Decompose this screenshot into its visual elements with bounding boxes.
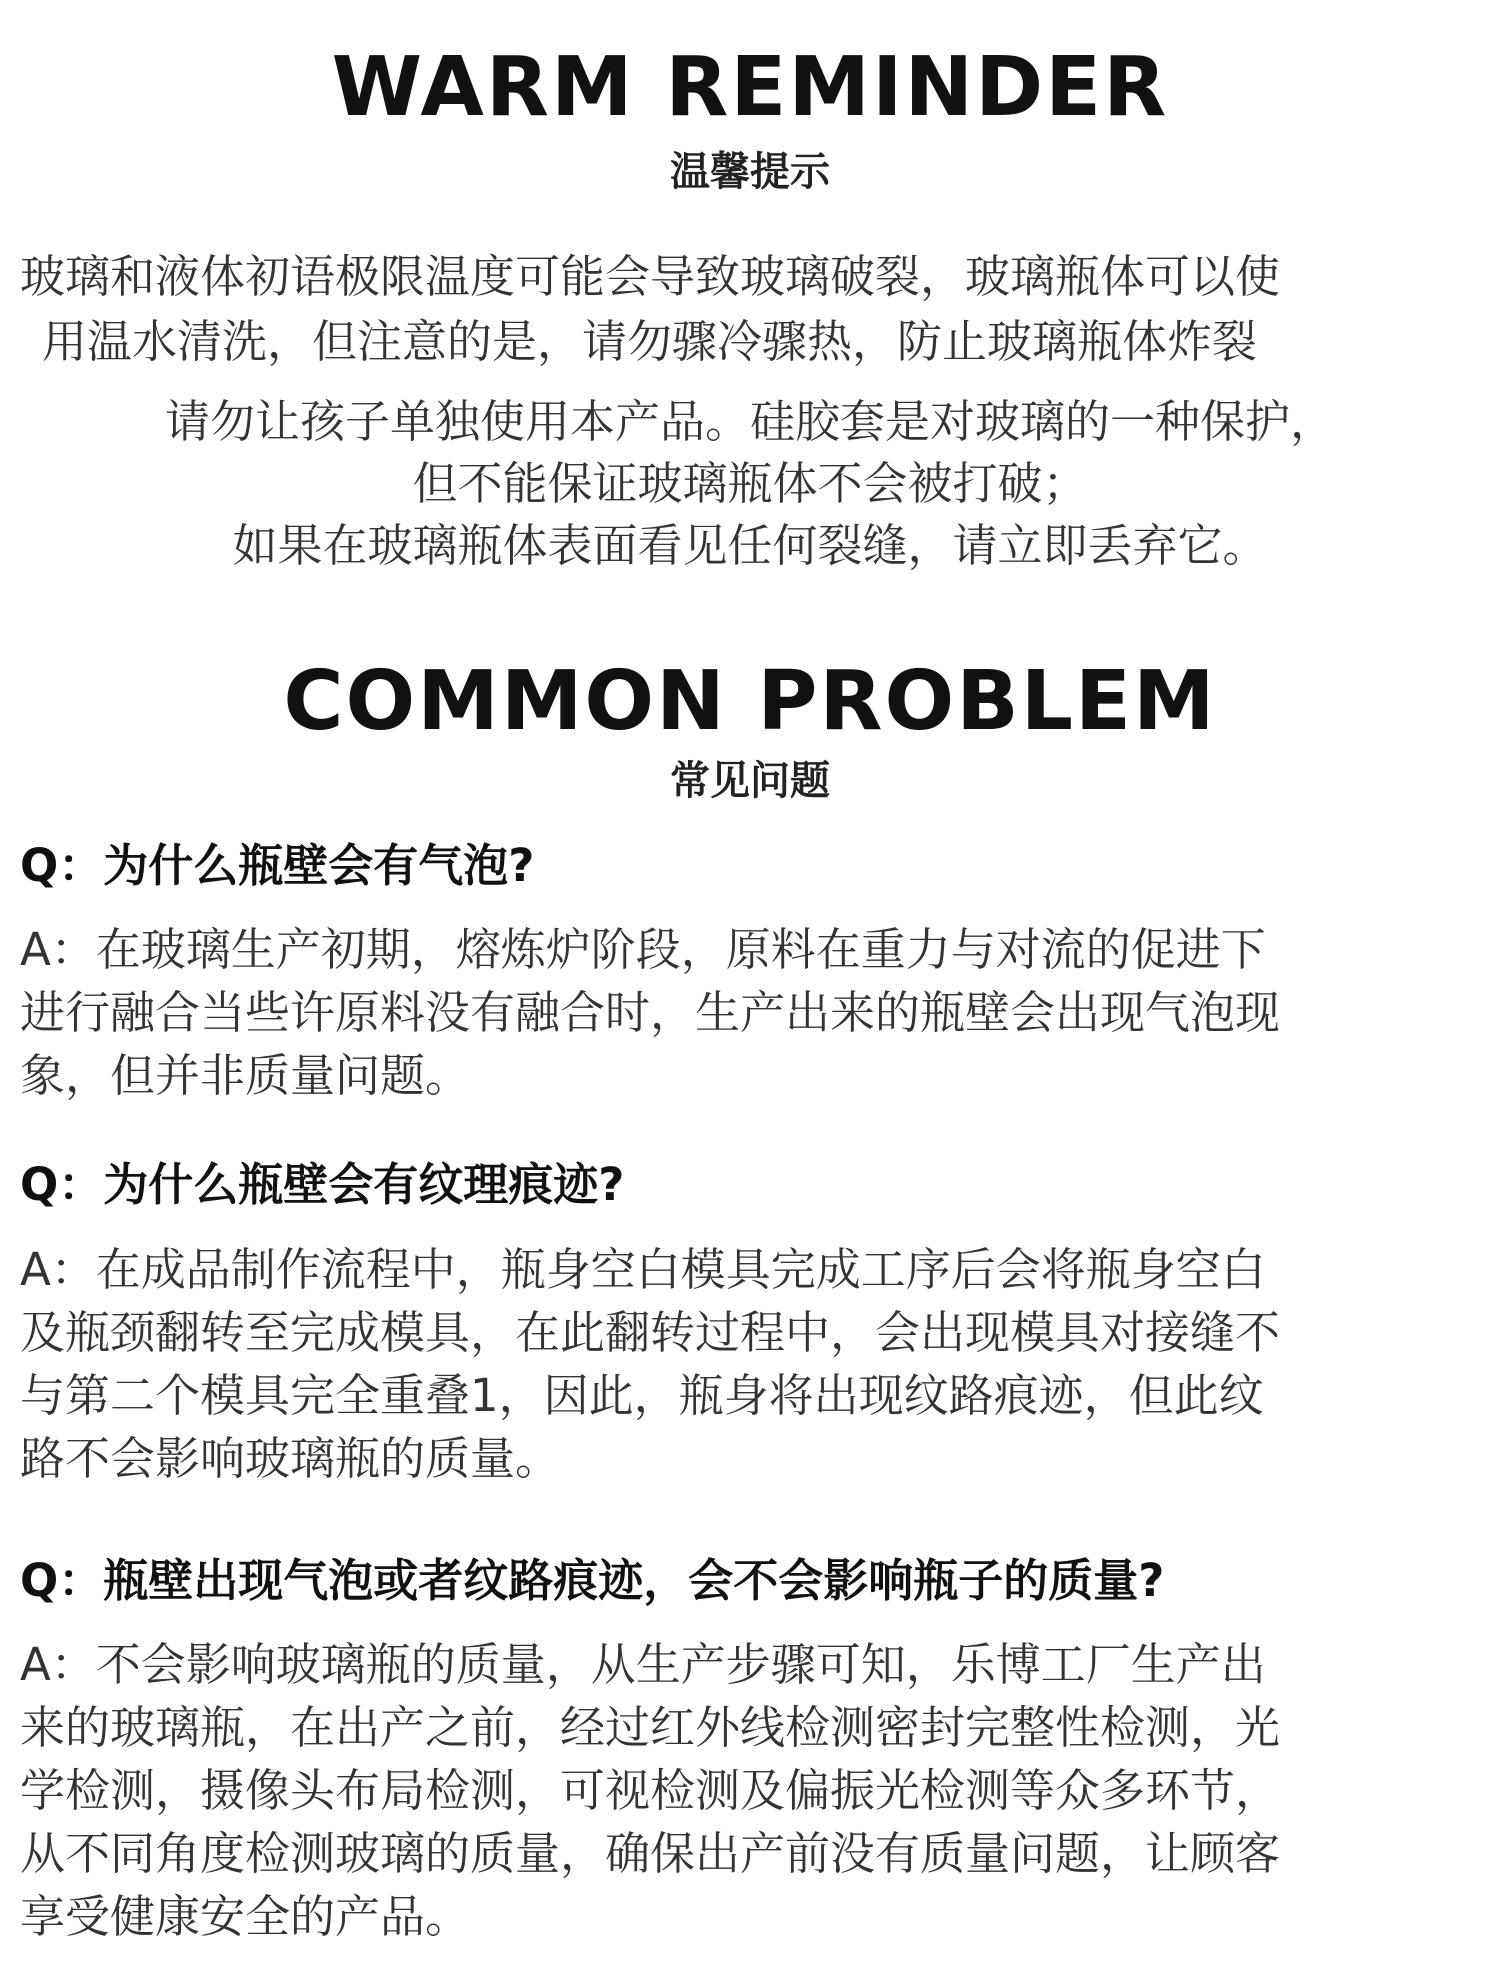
answer-line: 从不同角度检测玻璃的质量，确保出产前没有质量问题，让顾客 <box>20 1827 1281 1880</box>
reminder-line: 用温水清洗，但注意的是，请勿骤冷骤热，防止玻璃瓶体炸裂 <box>42 315 1258 368</box>
answer-1 <box>20 918 1480 1107</box>
answer-line: 路不会影响玻璃瓶的质量。 <box>20 1432 561 1485</box>
answer-line: 来的玻璃瓶，在出产之前，经过红外线检测密封完整性检测，光 <box>20 1701 1281 1754</box>
reminder-line: 但不能保证玻璃瓶体不会被打破； <box>412 457 1088 510</box>
reminder-line: 如果在玻璃瓶体表面看见任何裂缝，请立即丢弃它。 <box>232 519 1268 572</box>
answer-line: 与第二个模具完全重叠1，因此，瓶身将出现纹路痕迹，但此纹 <box>20 1369 1264 1422</box>
answer-line: 象，但并非质量问题。 <box>20 1049 471 1102</box>
question-1: Q：为什么瓶壁会有气泡? <box>20 839 535 892</box>
warm-reminder-title: WARM REMINDER <box>331 40 1169 135</box>
answer-line: 享受健康安全的产品。 <box>20 1890 471 1943</box>
answer-line: 进行融合当些许原料没有融合时，生产出来的瓶壁会出现气泡现 <box>20 986 1281 1039</box>
question-2: Q：为什么瓶壁会有纹理痕迹? <box>20 1158 625 1211</box>
answer-3 <box>20 1633 1480 1948</box>
answer-line: A：在成品制作流程中，瓶身空白模具完成工序后会将瓶身空白 <box>20 1243 1266 1296</box>
common-problem-title: COMMON PROBLEM <box>283 654 1217 749</box>
question-3: Q：瓶壁出现气泡或者纹路痕迹，会不会影响瓶子的质量? <box>20 1554 1165 1607</box>
reminder-line: 请勿让孩子单独使用本产品。硅胶套是对玻璃的一种保护， <box>164 395 1335 448</box>
answer-line: 及瓶颈翻转至完成模具，在此翻转过程中，会出现模具对接缝不 <box>20 1306 1281 1359</box>
common-problem-subtitle: 常见问题 <box>670 758 830 804</box>
answer-line: 学检测，摄像头布局检测，可视检测及偏振光检测等众多环节， <box>20 1764 1281 1817</box>
reminder-line: 玻璃和液体初语极限温度可能会导致玻璃破裂，玻璃瓶体可以使 <box>20 250 1281 303</box>
answer-line: A：不会影响玻璃瓶的质量，从生产步骤可知，乐博工厂生产出 <box>20 1638 1266 1691</box>
answer-line: A：在玻璃生产初期，熔炼炉阶段，原料在重力与对流的促进下 <box>20 923 1266 976</box>
warm-reminder-subtitle: 温馨提示 <box>670 149 830 195</box>
answer-2 <box>20 1238 1480 1490</box>
